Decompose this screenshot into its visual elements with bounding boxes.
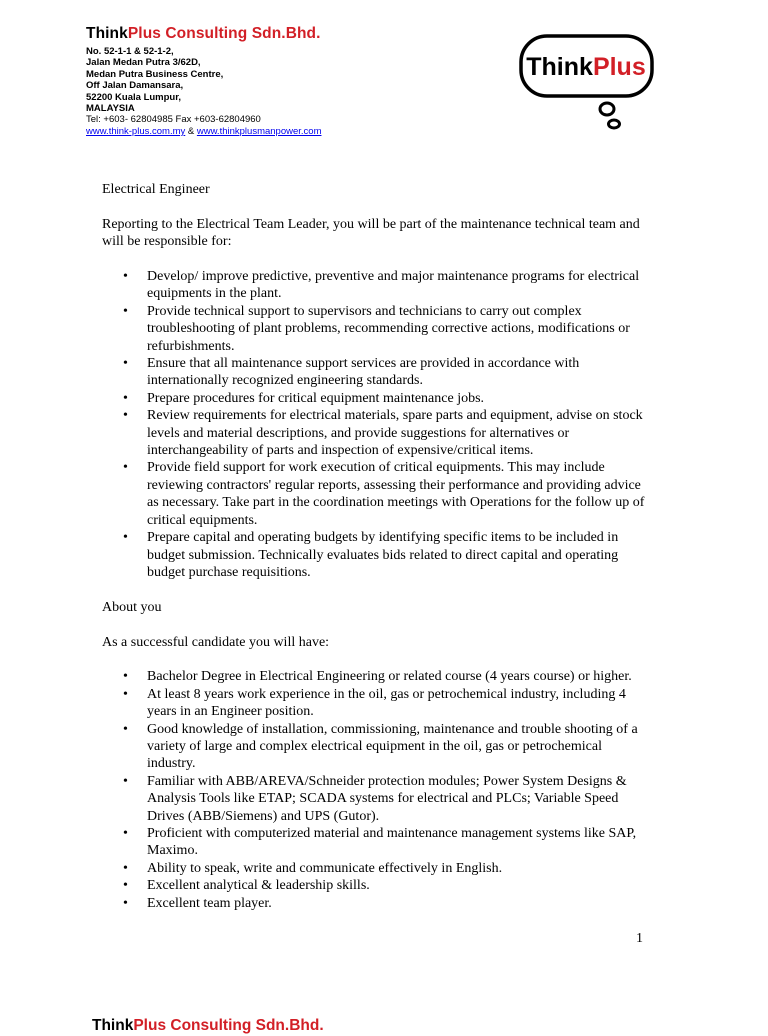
document-body [102, 181, 647, 912]
list-item: • Develop/ improve predictive, preventive and major maintenance programs for electrical equipments in the plant. [147, 268, 647, 303]
list-item: • Good knowledge of installation, commissioning, maintenance and trouble shooting of a variety of large and complex electrical equipment in the oil, gas or petrochemical industry. [147, 721, 647, 773]
list-item: • Prepare capital and operating budgets by identifying specific items to be included in budget submission. Technically evaluates bids related to direct capital and operating budget purchase requisitions. [147, 529, 647, 581]
company-name-rest: Plus Consulting Sdn.Bhd. [127, 25, 321, 42]
next-page-company-think: Think [92, 1017, 134, 1034]
address-line: Medan Putra Business Centre, [86, 68, 224, 80]
list-item: • Provide field support for work execution of critical equipments. This may include reviewing contractors' regular reports, assessing their performance and providing advice as necessary. Take part in the coordination meetings with Operations for the follow up of critical equipments. [147, 459, 647, 529]
next-page-letterhead [92, 1016, 324, 1036]
responsibilities-list [102, 268, 647, 581]
logo-wordmark [526, 53, 645, 81]
company-name-think: Think [86, 25, 128, 42]
list-item: • Excellent team player. [147, 895, 647, 912]
address-line: Off Jalan Damansara, [86, 80, 184, 92]
address-line: No. 52-1-1 & 52-1-2, [86, 46, 174, 57]
contact-numbers: Tel: +603- 62804985 Fax +603-62804960 [86, 114, 261, 126]
list-item: • Excellent analytical & leadership skills. [147, 877, 647, 894]
document-title: Electrical Engineer [102, 182, 210, 197]
list-item: • Review requirements for electrical materials, spare parts and equipment, advise on stock levels and material descriptions, and provide suggestions for alternatives or interchangeability of parts and inspection of expensive/critical items. [147, 407, 647, 459]
address-line: 52200 Kuala Lumpur, [86, 91, 182, 103]
list-item: • Prepare procedures for critical equipment maintenance jobs. [147, 390, 647, 407]
logo-plus: Plus [592, 53, 646, 81]
requirements-list [102, 668, 647, 912]
list-item: • Bachelor Degree in Electrical Engineering or related course (4 years course) or higher. [147, 668, 647, 685]
list-item: • Familiar with ABB/AREVA/Schneider protection modules; Power System Designs & Analysis Tools like ETAP; SCADA systems for electrical and PLCs; Variable Speed Drives (ABB/Siemens) and UPS (Gutor). [147, 773, 647, 825]
list-item: • Ensure that all maintenance support services are provided in accordance with internationally recognized engineering standards. [147, 355, 647, 390]
candidate-intro: As a successful candidate you will have: [102, 634, 330, 650]
intro-paragraph: Reporting to the Electrical Team Leader, you will be part of the maintenance technical team and will be responsible for: [102, 216, 640, 250]
list-item: • Ability to speak, write and communicate effectively in English. [147, 860, 647, 877]
list-item: • At least 8 years work experience in the oil, gas or petrochemical industry, including 4 years in an Engineer position. [147, 686, 647, 721]
address-line: MALAYSIA [86, 103, 135, 115]
page-number: 1 [636, 931, 643, 946]
logo-think: Think [526, 53, 593, 81]
thinkplus-logo [518, 33, 656, 133]
link-separator: & [185, 125, 197, 137]
list-item: • Proficient with computerized material and maintenance management systems like SAP, Maximo. [147, 825, 647, 860]
website-link-1[interactable]: www.think-plus.com.my [86, 125, 186, 137]
address-line: Jalan Medan Putra 3/62D, [86, 57, 201, 69]
website-link-2[interactable]: www.thinkplusmanpower.com [196, 125, 322, 137]
next-page-company-rest: Plus Consulting Sdn.Bhd. [133, 1017, 324, 1034]
list-item: • Provide technical support to supervisors and technicians to carry out complex troubleshooting of plant problems, recommending corrective actions, modifications or refurbishments. [147, 303, 647, 355]
about-heading: About you [102, 599, 162, 615]
